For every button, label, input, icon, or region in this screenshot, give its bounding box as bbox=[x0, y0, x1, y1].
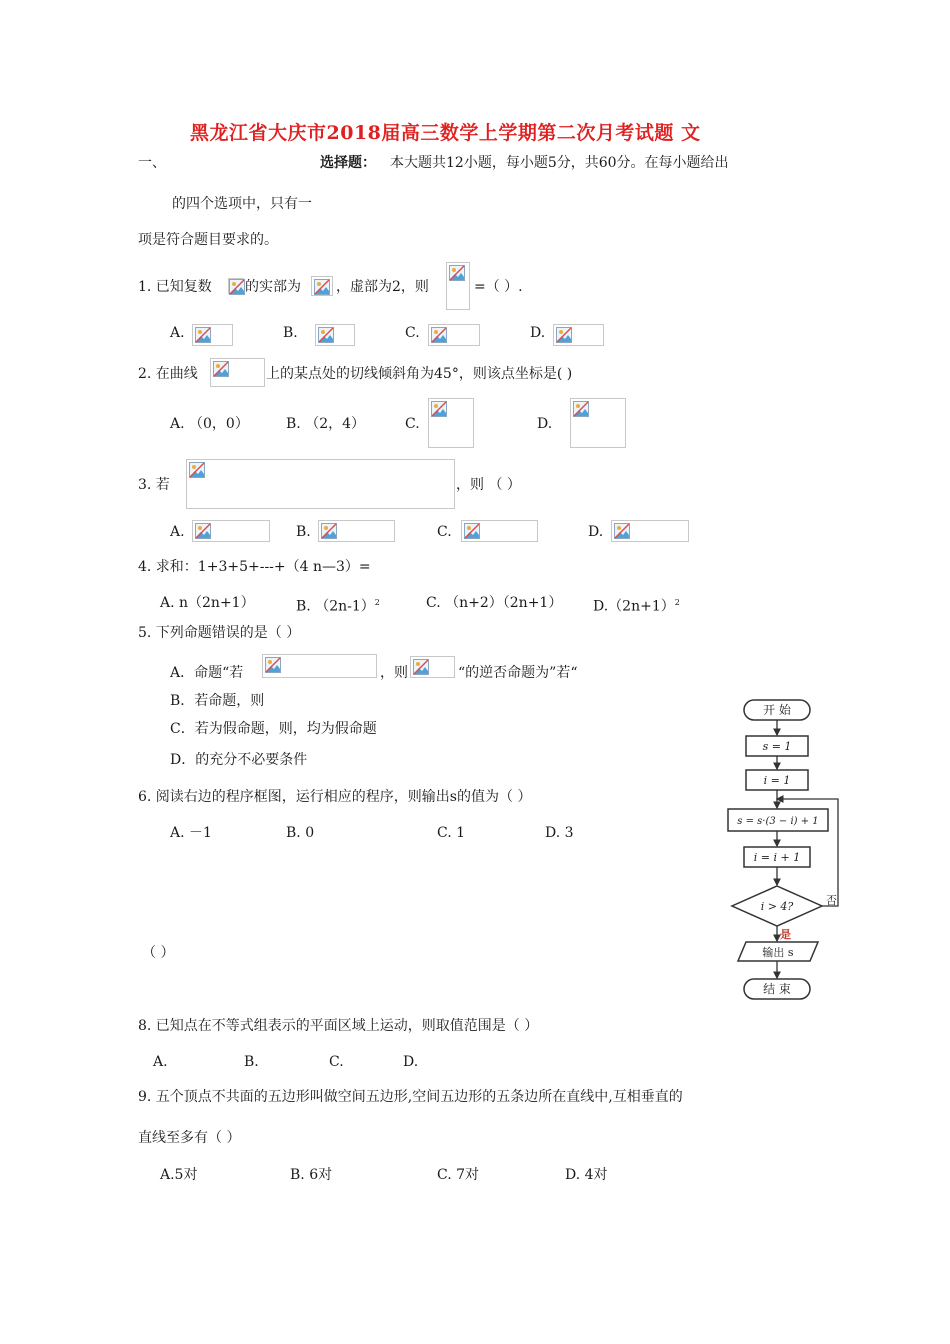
q8-option-d: D. bbox=[403, 1054, 419, 1070]
flow-output-label: 输出 s bbox=[762, 946, 794, 959]
formula-image-icon bbox=[318, 520, 395, 542]
q8-option-c: C. bbox=[329, 1054, 344, 1070]
formula-image-icon bbox=[570, 398, 626, 448]
q9-option-a: A.5对 bbox=[160, 1167, 198, 1183]
section-number: 一、 bbox=[138, 155, 166, 171]
q2-stem-a: 2. 在曲线 bbox=[138, 366, 198, 382]
flow-start-label: 开 始 bbox=[763, 703, 791, 717]
q1-option-a: A. bbox=[170, 325, 185, 341]
q8-option-b: B. bbox=[244, 1054, 259, 1070]
q8-stem: 8. 已知点在不等式组表示的平面区域上运动，则取值范围是（ ） bbox=[138, 1018, 539, 1034]
q1-option-c: C. bbox=[405, 325, 420, 341]
flow-condition-label: i > 4? bbox=[760, 900, 794, 913]
q6-stem: 6. 阅读右边的程序框图，运行相应的程序，则输出s的值为（ ） bbox=[138, 789, 532, 805]
q4-option-a: A. n（2n+1） bbox=[160, 595, 255, 611]
formula-image-icon bbox=[210, 358, 265, 387]
q6-option-c: C. 1 bbox=[437, 825, 466, 841]
q8-option-a: A. bbox=[153, 1054, 168, 1070]
q9-option-d: D. 4对 bbox=[565, 1167, 608, 1183]
q4-option-b: B. $(2n-1)^2$ bbox=[296, 598, 380, 615]
q5-option-b: B．若命题，则 bbox=[170, 693, 265, 709]
q5-option-c: C．若为假命题，则，均为假命题 bbox=[170, 721, 377, 737]
q3-option-c: C. bbox=[437, 524, 452, 540]
q6-option-d: D. 3 bbox=[545, 825, 574, 841]
section-heading: 选择题： bbox=[320, 155, 376, 171]
q2-option-c: C. bbox=[405, 416, 420, 432]
formula-image-icon bbox=[611, 520, 689, 542]
q3-option-a: A. bbox=[170, 524, 185, 540]
formula-image-icon bbox=[553, 324, 604, 346]
formula-image-icon bbox=[262, 654, 377, 678]
formula-image-icon bbox=[446, 262, 470, 310]
q2-option-b: B. （2，4） bbox=[286, 416, 366, 432]
formula-image-icon bbox=[461, 520, 538, 542]
formula-image-icon bbox=[311, 276, 333, 296]
q1-stem-c: ，虚部为2，则 bbox=[336, 279, 429, 295]
q3-stem-a: 3. 若 bbox=[138, 477, 170, 493]
q5-option-a-part1: A．命题“若 bbox=[170, 665, 244, 681]
q3-option-b: B. bbox=[296, 524, 311, 540]
section-intro-line3: 项是符合题目要求的。 bbox=[138, 232, 278, 248]
q2-stem-b: 上的某点处的切线倾斜角为45°，则该点坐标是( ) bbox=[266, 366, 573, 382]
q4-option-c: C. （n+2）（2n+1） bbox=[426, 595, 563, 611]
q3-option-d: D. bbox=[588, 524, 604, 540]
flow-s-update-label: s = s·(3 − i) + 1 bbox=[737, 816, 819, 827]
q1-stem-a: 1. 已知复数 bbox=[138, 279, 212, 295]
q6-option-b: B. 0 bbox=[286, 825, 315, 841]
flow-s-init-label: s = 1 bbox=[762, 740, 792, 753]
q1-stem-d: =（ ）. bbox=[474, 279, 523, 295]
formula-image-icon bbox=[410, 656, 455, 678]
section-intro: 本大题共12小题，每小题5分，共60分。在每小题给出 bbox=[390, 155, 729, 171]
formula-image-icon bbox=[315, 324, 355, 346]
formula-image-icon bbox=[228, 278, 244, 294]
q4-option-d: $D.(2n+1)^2$ bbox=[593, 598, 680, 615]
page-title: 黑龙江省大庆市2018届高三数学上学期第二次月考试题 文 bbox=[190, 122, 701, 144]
program-flowchart bbox=[718, 695, 850, 1007]
q2-option-d: D. bbox=[537, 416, 553, 432]
q9-option-b: B. 6对 bbox=[290, 1167, 333, 1183]
q5-option-a-part2: ，则 bbox=[380, 665, 408, 681]
flow-i-init-label: i = 1 bbox=[763, 774, 791, 787]
formula-image-icon bbox=[428, 398, 474, 448]
q5-option-a-part3: “的逆否命题为”若“ bbox=[458, 665, 578, 681]
q1-option-b: B. bbox=[283, 325, 298, 341]
q5-stem: 5. 下列命题错误的是（ ） bbox=[138, 625, 301, 641]
q9-stem-line2: 直线至多有（ ） bbox=[138, 1130, 241, 1146]
section-intro-line2: 的四个选项中，只有一 bbox=[172, 196, 312, 212]
q6-option-a: A. －1 bbox=[170, 825, 212, 841]
flow-no-label: 否 bbox=[826, 894, 837, 907]
q2-option-a: A. （0，0） bbox=[170, 416, 249, 432]
q4-stem: 4. 求和：1+3+5+---+（4 n—3）= bbox=[138, 559, 371, 575]
q5-option-d: D．的充分不必要条件 bbox=[170, 752, 308, 768]
q3-stem-b: ，则 （ ） bbox=[456, 477, 521, 493]
formula-image-icon bbox=[186, 459, 455, 509]
q9-stem: 9. 五个顶点不共面的五边形叫做空间五边形,空间五边形的五条边所在直线中,互相垂直的 bbox=[138, 1089, 683, 1105]
flow-yes-label: 是 bbox=[780, 928, 791, 941]
formula-image-icon bbox=[192, 520, 270, 542]
flow-i-update-label: i = i + 1 bbox=[753, 851, 801, 864]
q1-stem-b: 的实部为 bbox=[245, 279, 301, 295]
formula-image-icon bbox=[192, 324, 233, 346]
flow-end-label: 结 束 bbox=[763, 982, 791, 996]
q9-option-c: C. 7对 bbox=[437, 1167, 480, 1183]
q1-option-d: D. bbox=[530, 325, 546, 341]
formula-image-icon bbox=[428, 324, 480, 346]
q7-paren: （ ） bbox=[142, 945, 175, 961]
